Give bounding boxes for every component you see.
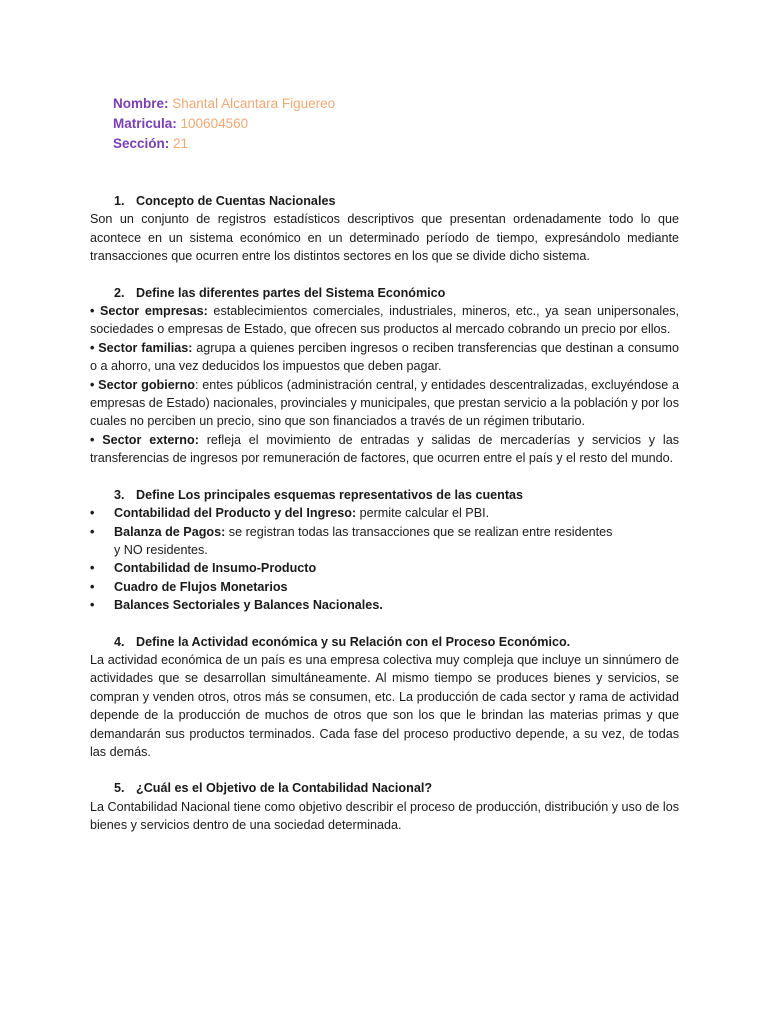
- section-heading: [90, 284, 679, 302]
- section-title: Define las diferentes partes del Sistema Económico: [136, 285, 446, 300]
- sector-name: • Sector externo:: [90, 432, 199, 447]
- section-number: 3.: [114, 487, 125, 502]
- sector-name: • Sector empresas:: [90, 304, 208, 319]
- scheme-list: [90, 504, 679, 614]
- section-title: Define la Actividad económica y su Relación con el Proceso Económico.: [136, 634, 571, 649]
- section-number: 5.: [114, 781, 125, 796]
- seccion-label: Sección:: [113, 136, 170, 151]
- sector-item: [90, 302, 679, 339]
- section-heading: [90, 192, 679, 210]
- list-item: [90, 504, 679, 522]
- bullet-icon: •: [90, 506, 95, 521]
- list-item: [90, 596, 679, 614]
- seccion-value: 21: [173, 136, 189, 151]
- section-1: [90, 192, 679, 266]
- section-number: 2.: [114, 285, 125, 300]
- list-item: [90, 559, 679, 577]
- matricula-label: Matricula:: [113, 116, 177, 131]
- nombre-label: Nombre:: [113, 96, 169, 111]
- scheme-name: Cuadro de Flujos Monetarios: [114, 579, 288, 594]
- bullet-icon: •: [90, 561, 95, 576]
- bullet-icon: •: [90, 579, 95, 594]
- sector-name: • Sector gobierno: [90, 377, 195, 392]
- seccion-line: [113, 134, 335, 154]
- section-heading: [90, 633, 679, 651]
- scheme-name: Balances Sectoriales y Balances Nacionales.: [114, 598, 383, 613]
- section-paragraph: La Contabilidad Nacional tiene como objetivo describir el proceso de producción, distribución y uso de los bienes y servicios dentro de una sociedad determinada.: [90, 799, 679, 833]
- matricula-value: 100604560: [180, 116, 249, 131]
- student-header: [113, 94, 335, 154]
- list-item: [90, 578, 679, 596]
- bullet-icon: •: [90, 524, 95, 539]
- document-body: [90, 192, 679, 853]
- section-heading: [90, 779, 679, 797]
- section-paragraph: Son un conjunto de registros estadísticos descriptivos que presentan ordenadamente todo lo que acontece en un sistema económico en un determinado período de tiempo, expresándolo mediante transacciones que ocurren entre los distintos sectores en los que se divide dicho sistema.: [90, 212, 679, 264]
- matricula-line: [113, 114, 335, 134]
- nombre-line: [113, 94, 335, 114]
- section-paragraph: La actividad económica de un país es una empresa colectiva muy compleja que incluye un sinnúmero de actividades que se desarrollan simultáneamente. Al mismo tiempo se produces bienes y servicios, se compran y venden otros, otros más se consumen, etc. La producción de cada sector y rama de actividad depende de la producción de muchos de otros que son los que le brindan las materias primas y que demandarán sus productos terminados. Cada fase del proceso productivo depende, a su vez, de todas las demás.: [90, 652, 679, 759]
- bullet-icon: •: [90, 598, 95, 613]
- section-number: 4.: [114, 634, 125, 649]
- sector-name: • Sector familias:: [90, 340, 193, 355]
- sector-description: refleja el movimiento de entradas y salidas de mercaderías y servicios y las transferencias de ingresos por remuneración de factores, que ocurren entre el país y el resto del mundo.: [90, 432, 679, 466]
- section-title: ¿Cuál es el Objetivo de la Contabilidad Nacional?: [136, 781, 433, 796]
- section-heading: [90, 486, 679, 504]
- sector-item: [90, 339, 679, 376]
- scheme-name: Balanza de Pagos:: [114, 524, 226, 539]
- section-2: [90, 284, 679, 468]
- sector-description: agrupa a quienes perciben ingresos o reciben transferencias que destinan a consumo o a ahorro, una vez deducidos los impuestos que deben pagar.: [90, 340, 679, 374]
- list-item: [90, 523, 679, 560]
- scheme-description: permite calcular el PBI.: [356, 506, 490, 521]
- nombre-value: Shantal Alcantara Figuereo: [172, 96, 336, 111]
- section-3: [90, 486, 679, 615]
- sector-description: establecimientos comerciales, industriales, mineros, etc., ya sean unipersonales, sociedades o empresas de Estado, que ofrecen sus productos al mercado cobrando un precio por ellos.: [90, 304, 679, 337]
- sector-item: [90, 431, 679, 468]
- section-title: Concepto de Cuentas Nacionales: [136, 194, 336, 208]
- section-5: [90, 779, 679, 834]
- scheme-name: Contabilidad del Producto y del Ingreso:: [114, 506, 357, 521]
- section-number: 1.: [114, 194, 125, 208]
- section-title: Define Los principales esquemas representativos de las cuentas: [136, 487, 524, 502]
- scheme-description: se registran todas las transacciones que se realizan entre residentes y NO residentes.: [114, 524, 613, 557]
- sector-description: : entes públicos (administración central, y entidades descentralizadas, excluyéndose a empresas de Estado) nacionales, provinciales y municipales, que prestan servicio a la población y por los cuales no perciben un precio, sino que son financiados a través de un régimen tributario.: [90, 377, 679, 429]
- sector-item: [90, 376, 679, 431]
- section-4: [90, 633, 679, 762]
- scheme-name: Contabilidad de Insumo-Producto: [114, 561, 317, 576]
